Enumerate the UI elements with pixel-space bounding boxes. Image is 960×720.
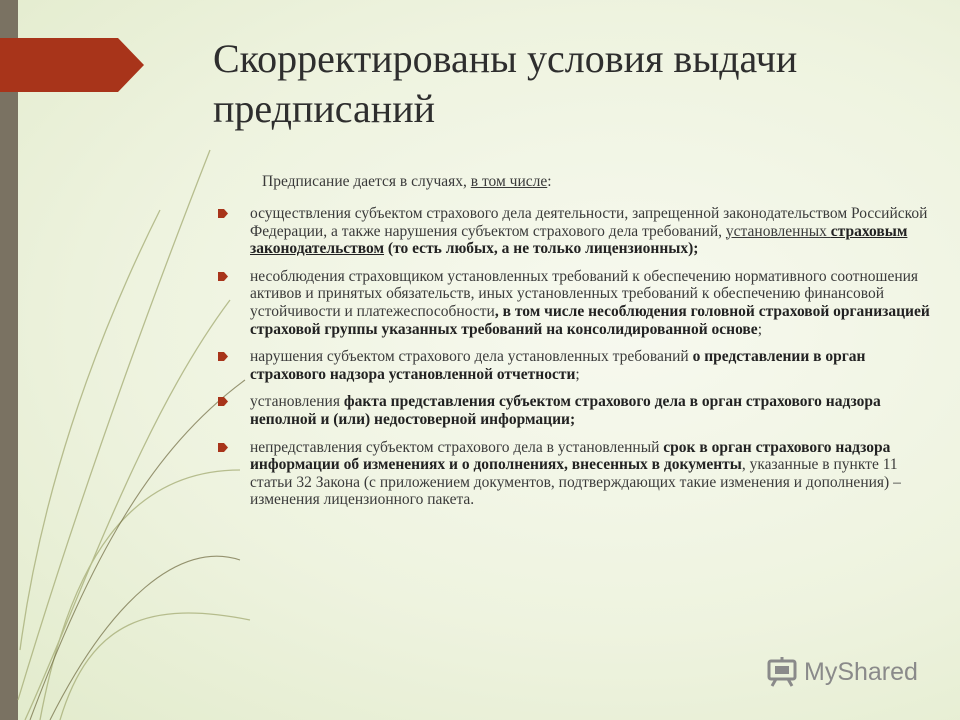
bold-text: срок в орган страхового надзора информации об изменениях и о дополнениях, внесенных в документы	[250, 438, 891, 474]
bold-text: (то есть любых, а не только лицензионных);	[384, 240, 699, 258]
list-item-text	[250, 393, 881, 428]
text-segment: нарушения субъектом страхового дела установленных требований	[250, 348, 693, 366]
bold-text: факта представления субъектом страхового дела в орган страхового надзора неполной и (или) недостоверной информации;	[250, 393, 881, 428]
slide-title: Скорректированы условия выдачи предписаний	[213, 36, 798, 131]
list-item-text	[250, 205, 927, 257]
text-segment: установленных	[725, 222, 831, 240]
bold-text: о представлении в орган страхового надзора установленной отчетности	[250, 348, 866, 383]
arrow-bullet-icon	[218, 352, 228, 361]
arrow-bullet-icon	[218, 272, 228, 281]
text-segment: ;	[757, 320, 762, 338]
list-item	[218, 393, 930, 428]
arrow-bullet-icon	[218, 443, 228, 452]
list-item	[218, 439, 930, 509]
text-segment: непредставления субъектом страхового дела в установленный	[250, 438, 664, 456]
list-item	[218, 268, 930, 338]
text-segment: Предписание дается в случаях,	[262, 173, 471, 190]
list-item	[218, 205, 930, 258]
text-segment: , указанные в пункте 11 статьи 32 Закона (с приложением документов, подтверждающих такие изменения и дополнения) – изменения лицензионного пакета.	[250, 456, 901, 509]
text-segment: :	[547, 173, 552, 190]
text-segment: ;	[575, 365, 580, 383]
myshared-watermark	[766, 657, 918, 687]
list-item-text	[250, 439, 901, 509]
list-item	[218, 348, 930, 383]
presentation-board-icon	[766, 657, 798, 687]
bold-text: , в том числе несоблюдения головной страховой организацией страховой группы указанных требований на консолидированной основе	[250, 302, 930, 338]
text-segment: в том числе	[470, 173, 548, 190]
list-item-text	[250, 348, 865, 383]
arrow-bullet-icon	[218, 209, 228, 218]
arrow-bullet-icon	[218, 397, 228, 406]
title-arrow-shape	[0, 38, 145, 94]
text-segment: несоблюдения страховщиком установленных требований к обеспечению нормативного соотношения активов и принятых обязательств, иных установленных требований к обеспечению финансовой устойчивости и платежеспособности	[250, 267, 919, 320]
bullet-list	[218, 205, 930, 519]
text-segment: установления	[250, 393, 344, 411]
intro-text	[262, 173, 552, 191]
watermark-text: MyShared	[804, 657, 918, 686]
list-item-text	[250, 268, 930, 338]
bold-text: страховым законодательством	[250, 222, 908, 258]
text-segment: осуществления субъектом страхового дела деятельности, запрещенной законодательством Российской Федерации, а также нарушения субъектом страхового дела требований,	[250, 205, 928, 240]
